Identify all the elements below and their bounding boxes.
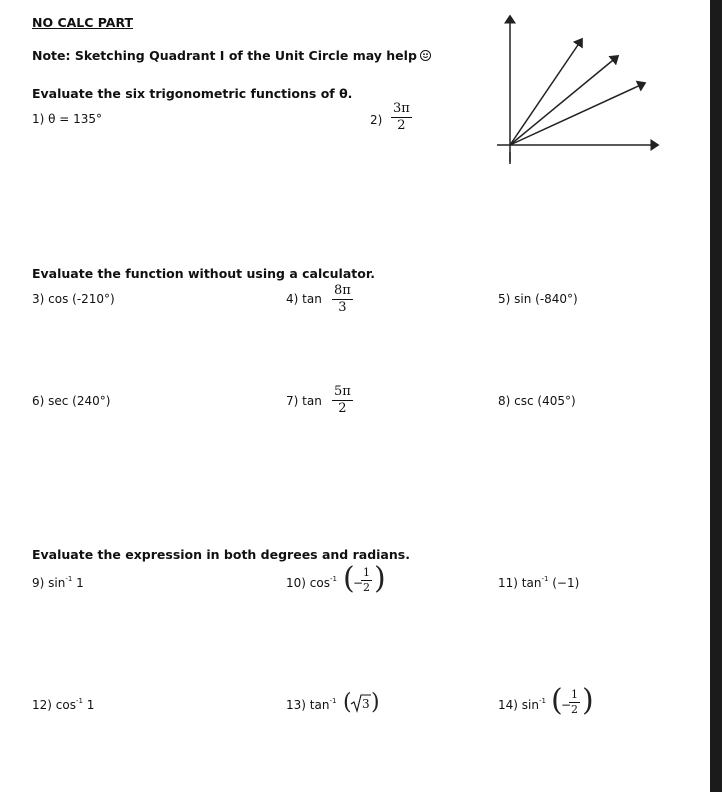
negative-sign: − xyxy=(353,576,364,590)
fraction-denominator: 2 xyxy=(397,118,406,133)
question-12 xyxy=(32,697,94,712)
question-14-label xyxy=(498,697,546,712)
negative-sign: − xyxy=(561,698,572,712)
note-label: Note: Sketching Quadrant I of the Unit Circle may help xyxy=(32,48,417,63)
question-7-fraction xyxy=(332,385,353,416)
question-2-fraction xyxy=(391,102,412,133)
question-5: 5) sin (-840°) xyxy=(498,292,578,306)
question-11 xyxy=(498,575,579,590)
function-argument: 1 xyxy=(72,576,84,590)
radicand: 3 xyxy=(362,697,370,711)
fraction-denominator: 2 xyxy=(338,401,347,416)
question-7-label: 7) tan xyxy=(286,394,322,408)
left-paren-icon: ( xyxy=(551,683,563,718)
quadrant-sketch xyxy=(492,12,662,167)
fraction-denominator: 2 xyxy=(363,581,370,594)
fraction-denominator: 3 xyxy=(338,300,347,315)
scrollbar[interactable] xyxy=(710,0,722,792)
question-4-label: 4) tan xyxy=(286,292,322,306)
question-13-label xyxy=(286,697,336,712)
fraction-numerator: 8π xyxy=(334,283,351,298)
section3-heading: Evaluate the expression in both degrees and radians. xyxy=(32,547,410,562)
question-10-fraction xyxy=(361,567,372,594)
section1-heading: Evaluate the six trigonometric functions of θ. xyxy=(32,86,353,101)
inverse-exponent: -1 xyxy=(541,575,549,583)
inverse-exponent: -1 xyxy=(329,697,337,705)
fraction-numerator: 1 xyxy=(363,566,370,579)
function-name: 10) cos xyxy=(286,576,330,590)
fraction-denominator: 2 xyxy=(571,703,578,716)
right-paren-icon: ) xyxy=(371,690,380,715)
function-argument: (−1) xyxy=(548,576,580,590)
ray-45 xyxy=(510,56,618,145)
question-4-fraction xyxy=(332,284,353,315)
section2-heading: Evaluate the function without using a calculator. xyxy=(32,266,375,281)
inverse-exponent: -1 xyxy=(538,697,546,705)
function-name: 11) tan xyxy=(498,576,542,590)
question-1: 1) θ = 135° xyxy=(32,112,103,126)
inverse-exponent: -1 xyxy=(65,575,73,583)
left-paren-icon: ( xyxy=(343,690,352,715)
fraction-numerator: 1 xyxy=(571,688,578,701)
question-8: 8) csc (405°) xyxy=(498,394,576,408)
question-10-label xyxy=(286,575,337,590)
left-paren-icon: ( xyxy=(343,561,355,596)
right-paren-icon: ) xyxy=(374,561,386,596)
fraction-numerator: 5π xyxy=(334,384,351,399)
question-3: 3) cos (-210°) xyxy=(32,292,115,306)
function-name: 13) tan xyxy=(286,698,330,712)
question-9 xyxy=(32,575,84,590)
fraction-numerator: 3π xyxy=(393,101,410,116)
function-name: 14) sin xyxy=(498,698,539,712)
question-2-label: 2) xyxy=(370,113,383,127)
question-14-fraction xyxy=(569,689,580,716)
note-text xyxy=(32,48,431,63)
right-paren-icon: ) xyxy=(582,683,594,718)
function-name: 12) cos xyxy=(32,698,76,712)
function-argument: 1 xyxy=(82,698,95,712)
smiley-icon xyxy=(420,50,431,61)
inverse-exponent: -1 xyxy=(329,575,337,583)
function-name: 9) sin xyxy=(32,576,66,590)
question-6: 6) sec (240°) xyxy=(32,394,111,408)
page-title: NO CALC PART xyxy=(32,15,134,30)
inverse-exponent: -1 xyxy=(75,697,83,705)
